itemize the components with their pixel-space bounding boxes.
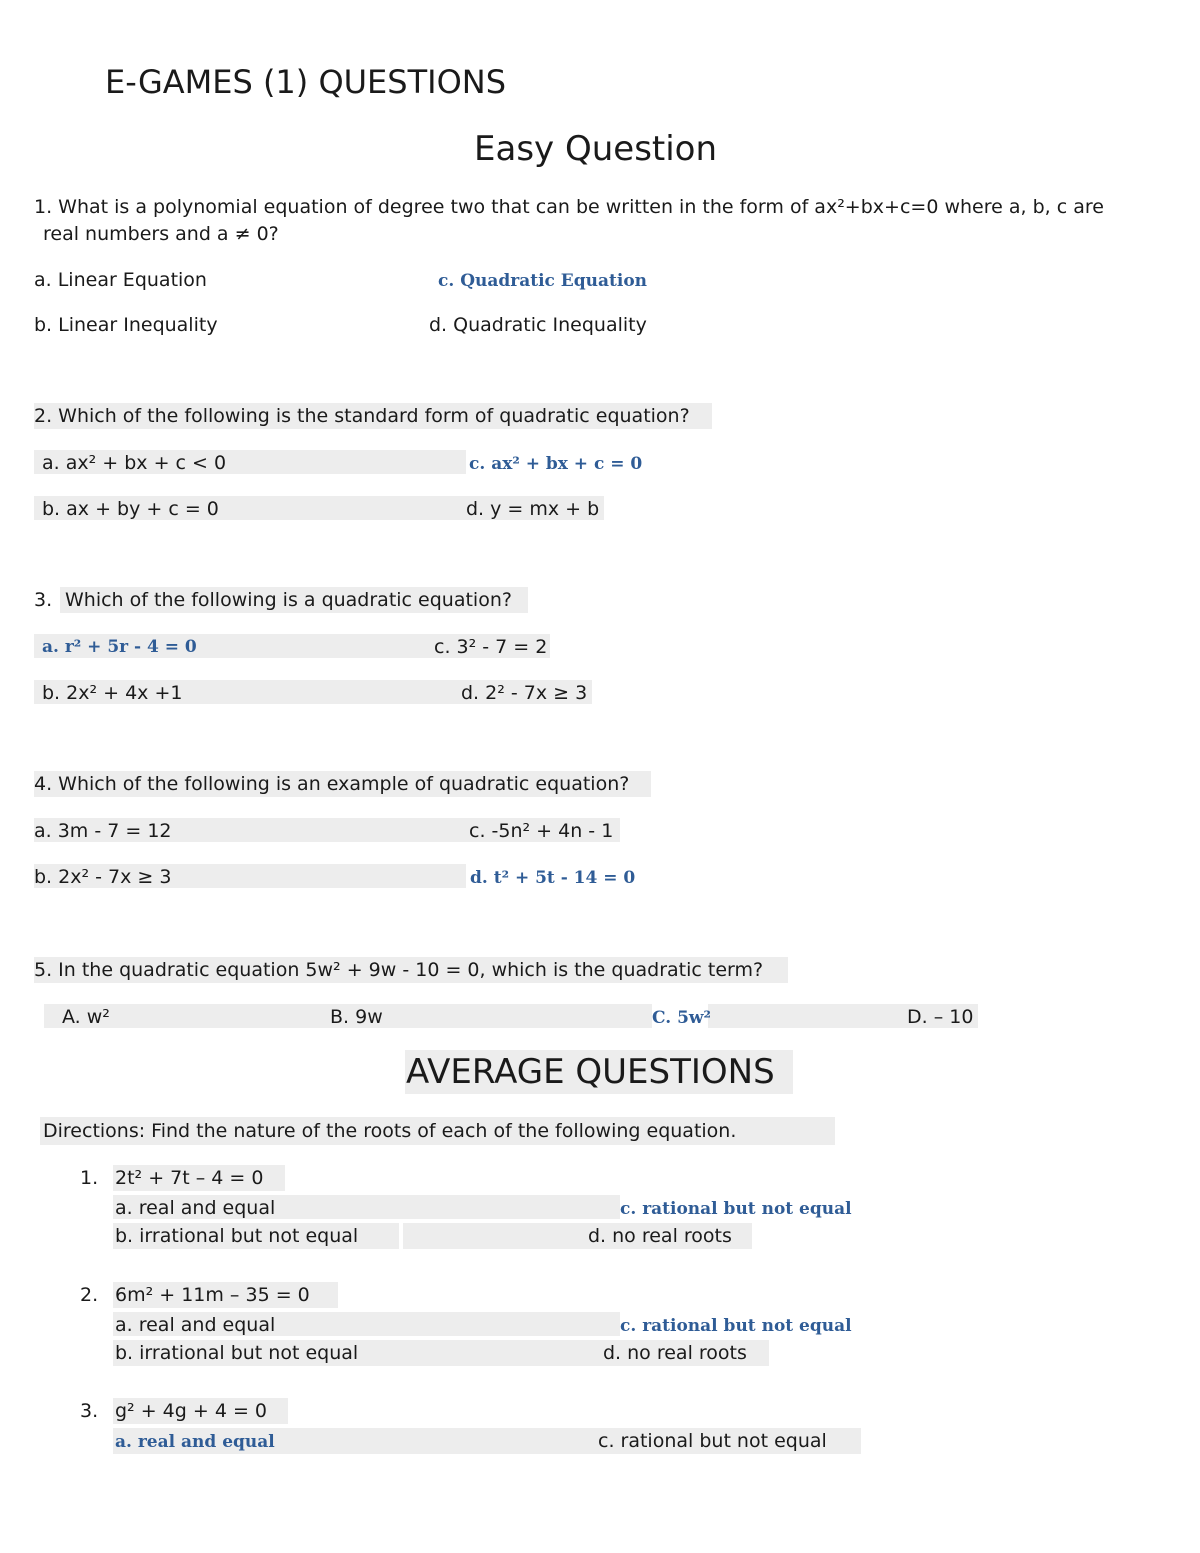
- q3-option-a-answer: a. r² + 5r - 4 = 0: [42, 637, 197, 657]
- directions-text: Directions: Find the nature of the roots of each of the following equation.: [43, 1120, 737, 1142]
- q4-text: 4. Which of the following is an example of quadratic equation?: [34, 773, 630, 795]
- q2-option-a: a. ax² + bx + c < 0: [42, 452, 227, 474]
- easy-section-heading: Easy Question: [474, 129, 718, 169]
- q1-text-line2: real numbers and a ≠ 0?: [43, 223, 279, 245]
- q1-option-d: d. Quadratic Inequality: [429, 314, 647, 336]
- q2-option-c-answer: c. ax² + bx + c = 0: [469, 454, 643, 474]
- q5-text: 5. In the quadratic equation 5w² + 9w - 10 = 0, which is the quadratic term?: [34, 959, 764, 981]
- avg3-option-a-answer: a. real and equal: [115, 1432, 275, 1452]
- q5-option-b: B. 9w: [330, 1006, 383, 1028]
- q4-option-b: b. 2x² - 7x ≥ 3: [34, 866, 172, 888]
- avg2-number: 2.: [80, 1284, 99, 1306]
- q5-option-c-answer: C. 5w²: [652, 1008, 711, 1028]
- avg2-equation: 6m² + 11m – 35 = 0: [115, 1284, 310, 1306]
- avg1-equation: 2t² + 7t – 4 = 0: [115, 1167, 264, 1189]
- q3-option-b: b. 2x² + 4x +1: [42, 682, 183, 704]
- avg3-option-c: c. rational but not equal: [598, 1430, 827, 1452]
- q1-text-line1: 1. What is a polynomial equation of degree two that can be written in the form of ax²+bx+c=0 where a, b, c are: [34, 196, 1104, 218]
- avg2-option-c-answer: c. rational but not equal: [620, 1316, 852, 1336]
- q1-option-b: b. Linear Inequality: [34, 314, 218, 336]
- q5-options-highlight: [44, 1004, 978, 1028]
- avg2-option-a: a. real and equal: [115, 1314, 276, 1336]
- q2-option-b: b. ax + by + c = 0: [42, 498, 219, 520]
- avg2-option-b: b. irrational but not equal: [115, 1342, 359, 1364]
- document-title: E-GAMES (1) QUESTIONS: [105, 63, 506, 101]
- q3-text: Which of the following is a quadratic equation?: [65, 589, 512, 611]
- q2-option-d: d. y = mx + b: [466, 498, 600, 520]
- avg1-option-a: a. real and equal: [115, 1197, 276, 1219]
- average-section-heading: AVERAGE QUESTIONS: [406, 1052, 775, 1092]
- avg1-option-c-answer: c. rational but not equal: [620, 1199, 852, 1219]
- q5-option-d: D. – 10: [907, 1006, 974, 1028]
- q3-option-d: d. 2² - 7x ≥ 3: [461, 682, 588, 704]
- avg2-option-d: d. no real roots: [603, 1342, 747, 1364]
- avg3-equation: g² + 4g + 4 = 0: [115, 1400, 267, 1422]
- q4-option-a: a. 3m - 7 = 12: [34, 820, 172, 842]
- avg3-number: 3.: [80, 1400, 99, 1422]
- avg1-option-d: d. no real roots: [588, 1225, 732, 1247]
- q5-option-a: A. w²: [62, 1006, 110, 1028]
- q4-option-c: c. -5n² + 4n - 1: [469, 820, 614, 842]
- q2-text: 2. Which of the following is the standard form of quadratic equation?: [34, 405, 690, 427]
- q4-option-d-answer: d. t² + 5t - 14 = 0: [470, 868, 636, 888]
- q3-option-c: c. 3² - 7 = 2: [434, 636, 548, 658]
- avg1-option-b: b. irrational but not equal: [115, 1225, 359, 1247]
- q1-option-c-answer: c. Quadratic Equation: [438, 271, 648, 291]
- q1-option-a: a. Linear Equation: [34, 269, 207, 291]
- avg1-number: 1.: [80, 1167, 99, 1189]
- q3-number: 3.: [34, 589, 53, 611]
